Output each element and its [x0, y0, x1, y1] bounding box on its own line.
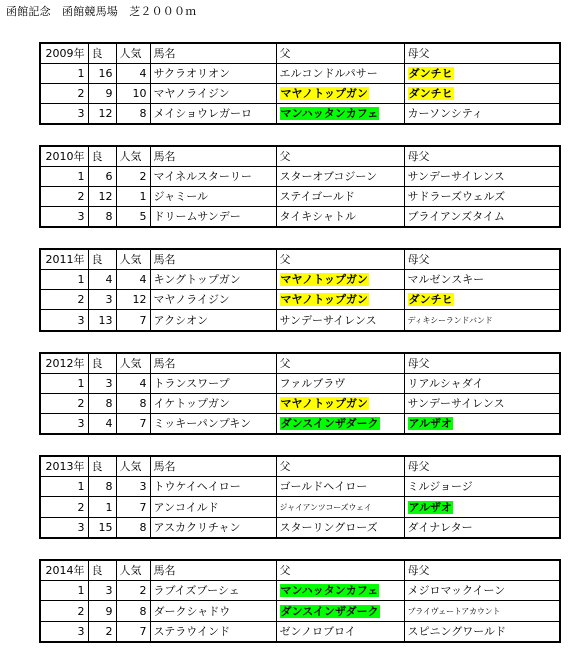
damsire-name-text: ブライアンズタイム: [407, 210, 505, 223]
table-row: [40, 310, 560, 332]
popularity: [116, 374, 150, 394]
horse-name-text: アスカクリチャン: [153, 521, 241, 534]
popularity: [116, 84, 150, 104]
horse-number: [88, 104, 116, 125]
damsire-name: [404, 518, 560, 539]
horse-name-text: ラブイズブーシェ: [153, 584, 240, 597]
header-damsire: 母父: [404, 560, 560, 581]
header-sire: 父: [276, 146, 404, 167]
damsire-name-text: ダイナレター: [407, 521, 473, 534]
finish-place-text: 2: [77, 500, 85, 514]
year-label: 2013年: [40, 456, 88, 477]
sire-name: [276, 374, 404, 394]
header-horse: 馬名: [150, 249, 276, 270]
finish-place-text: 1: [77, 67, 85, 80]
race-results-tables: [39, 42, 559, 663]
horse-number-text: 4: [105, 417, 113, 430]
finish-place: [40, 497, 88, 518]
popularity-text: 7: [139, 500, 147, 514]
popularity: [116, 581, 150, 601]
horse-number: [88, 270, 116, 290]
horse-number-text: 12: [98, 190, 113, 203]
horse-number: [88, 167, 116, 187]
damsire-name: [404, 477, 560, 497]
sire-name-text: エルコンドルパサー: [279, 67, 378, 80]
sire-name: [276, 601, 404, 622]
popularity-text: 12: [132, 293, 147, 306]
year-label: 2010年: [40, 146, 88, 167]
sire-name-text: マヤノトップガン: [280, 397, 368, 410]
year-label: 2014年: [40, 560, 88, 581]
damsire-name: [404, 270, 560, 290]
horse-number-text: 12: [98, 107, 113, 120]
sire-name-text: スターリングローズ: [279, 521, 378, 534]
header-rank: 良: [88, 249, 116, 270]
popularity-text: 10: [132, 87, 147, 100]
sire-name: [276, 207, 404, 228]
horse-name-text: マイネルスターリー: [153, 170, 252, 183]
popularity: [116, 64, 150, 84]
horse-name: [150, 581, 276, 601]
horse-number: [88, 477, 116, 497]
finish-place: [40, 64, 88, 84]
sire-name: [276, 518, 404, 539]
sire-name-text: サンデーサイレンス: [279, 313, 377, 327]
damsire-name-text: サドラーズウェルズ: [407, 190, 506, 203]
damsire-name-text: アルザオ: [408, 500, 452, 514]
popularity-text: 1: [139, 190, 147, 203]
horse-number-text: 4: [105, 273, 113, 286]
popularity: [116, 394, 150, 414]
table-row: [40, 84, 560, 104]
finish-place-text: 1: [77, 170, 85, 183]
year-label: 2009年: [40, 43, 88, 64]
damsire-name: [404, 64, 560, 84]
horse-name-text: サクラオリオン: [153, 67, 230, 80]
finish-place-text: 1: [77, 273, 85, 286]
header-rank: 良: [88, 353, 116, 374]
table-header-row: [40, 146, 560, 167]
finish-place-text: 3: [77, 313, 85, 327]
damsire-name-text: カーソンシティ: [407, 107, 483, 120]
finish-place-text: 2: [77, 293, 85, 306]
sire-name-text: ステイゴールド: [279, 190, 355, 203]
finish-place: [40, 601, 88, 622]
table-row: [40, 187, 560, 207]
horse-name: [150, 187, 276, 207]
popularity-text: 2: [139, 584, 147, 597]
horse-name-text: ステラウインド: [153, 625, 230, 638]
horse-name-text: キングトップガン: [153, 273, 241, 286]
finish-place: [40, 394, 88, 414]
finish-place: [40, 477, 88, 497]
finish-place: [40, 104, 88, 125]
horse-name-text: ミッキーパンプキン: [153, 417, 252, 430]
sire-name-text: マヤノトップガン: [280, 273, 368, 286]
horse-number: [88, 414, 116, 435]
horse-name: [150, 518, 276, 539]
horse-number-text: 16: [98, 67, 113, 80]
horse-number-text: 9: [105, 87, 113, 100]
horse-name: [150, 394, 276, 414]
table-header-row: [40, 43, 560, 64]
sire-name-text: マヤノトップガン: [280, 87, 368, 100]
horse-name: [150, 290, 276, 310]
header-popularity: 人気: [116, 249, 150, 270]
horse-name: [150, 167, 276, 187]
horse-number-text: 13: [98, 313, 113, 327]
horse-number: [88, 290, 116, 310]
horse-name: [150, 270, 276, 290]
header-rank: 良: [88, 43, 116, 64]
horse-number: [88, 374, 116, 394]
horse-name-text: トランスワープ: [153, 377, 230, 390]
popularity-text: 8: [139, 397, 147, 410]
horse-name: [150, 414, 276, 435]
damsire-name: [404, 187, 560, 207]
header-damsire: 母父: [404, 456, 560, 477]
horse-number: [88, 394, 116, 414]
popularity: [116, 207, 150, 228]
sire-name-text: スターオブコジーン: [279, 170, 378, 183]
sire-name-text: ゴールドヘイロー: [279, 480, 368, 493]
horse-number-text: 9: [105, 604, 113, 618]
header-horse: 馬名: [150, 560, 276, 581]
horse-name-text: トウケイヘイロー: [153, 480, 241, 493]
header-popularity: 人気: [116, 456, 150, 477]
header-horse: 馬名: [150, 146, 276, 167]
sire-name: [276, 394, 404, 414]
table-row: [40, 394, 560, 414]
header-rank: 良: [88, 146, 116, 167]
damsire-name: [404, 394, 560, 414]
popularity: [116, 290, 150, 310]
popularity-text: 8: [139, 107, 147, 120]
horse-name-text: ダークシャドウ: [153, 604, 231, 618]
popularity-text: 8: [139, 604, 147, 618]
header-horse: 馬名: [150, 353, 276, 374]
finish-place: [40, 414, 88, 435]
horse-name-text: メイショウレガーロ: [153, 107, 253, 120]
finish-place-text: 3: [77, 107, 85, 120]
year-label: 2012年: [40, 353, 88, 374]
header-popularity: 人気: [116, 353, 150, 374]
horse-name-text: アクシオン: [153, 313, 209, 327]
damsire-name-text: ダンチヒ: [408, 67, 453, 80]
damsire-name-text: メジロマックイーン: [407, 584, 506, 597]
sire-name: [276, 84, 404, 104]
year-table: [39, 559, 561, 643]
finish-place: [40, 290, 88, 310]
popularity: [116, 477, 150, 497]
year-label: 2011年: [40, 249, 88, 270]
table-header-row: [40, 560, 560, 581]
horse-number-text: 6: [105, 170, 113, 183]
table-row: [40, 581, 560, 601]
sire-name: [276, 414, 404, 435]
finish-place: [40, 310, 88, 332]
header-rank: 良: [88, 456, 116, 477]
horse-number-text: 8: [105, 480, 113, 493]
table-row: [40, 290, 560, 310]
popularity-text: 4: [139, 67, 147, 80]
horse-number-text: 2: [105, 625, 113, 638]
finish-place-text: 2: [77, 604, 85, 618]
finish-place-text: 3: [77, 210, 85, 223]
table-row: [40, 104, 560, 125]
horse-name-text: マヤノライジン: [153, 87, 230, 100]
horse-number-text: 3: [105, 584, 113, 597]
table-row: [40, 207, 560, 228]
year-table: [39, 42, 561, 125]
horse-name-text: ジャミール: [153, 190, 209, 203]
horse-number-text: 3: [105, 293, 113, 306]
damsire-name-text: アルザオ: [408, 417, 452, 430]
horse-name: [150, 64, 276, 84]
table-row: [40, 374, 560, 394]
damsire-name: [404, 374, 560, 394]
header-damsire: 母父: [404, 43, 560, 64]
horse-number: [88, 84, 116, 104]
sire-name: [276, 64, 404, 84]
damsire-name-text: マルゼンスキー: [407, 273, 485, 286]
header-sire: 父: [276, 560, 404, 581]
popularity: [116, 104, 150, 125]
horse-name: [150, 104, 276, 125]
finish-place-text: 2: [77, 87, 85, 100]
header-sire: 父: [276, 43, 404, 64]
sire-name: [276, 310, 404, 332]
damsire-name: [404, 497, 560, 518]
year-table: [39, 455, 561, 539]
table-row: [40, 167, 560, 187]
damsire-name-text: サンデーサイレンス: [407, 170, 505, 183]
table-row: [40, 477, 560, 497]
sire-name: [276, 270, 404, 290]
horse-number-text: 3: [105, 377, 113, 390]
damsire-name-text: ディキシーランドバンド: [407, 316, 493, 325]
horse-number-text: 8: [105, 397, 113, 410]
finish-place-text: 1: [77, 377, 85, 390]
sire-name-text: ゼンノロブロイ: [279, 625, 356, 638]
horse-name: [150, 207, 276, 228]
damsire-name-text: スピニングワールド: [407, 625, 507, 638]
popularity: [116, 310, 150, 332]
sire-name: [276, 477, 404, 497]
damsire-name: [404, 290, 560, 310]
header-popularity: 人気: [116, 560, 150, 581]
table-row: [40, 601, 560, 622]
horse-name: [150, 477, 276, 497]
year-table: [39, 145, 561, 228]
page-title: 函館記念 函館競馬場 芝２０００ｍ: [6, 5, 197, 18]
table-row: [40, 518, 560, 539]
header-sire: 父: [276, 353, 404, 374]
popularity: [116, 518, 150, 539]
header-popularity: 人気: [116, 146, 150, 167]
table-row: [40, 414, 560, 435]
horse-name: [150, 84, 276, 104]
popularity-text: 4: [139, 377, 147, 390]
finish-place-text: 3: [77, 521, 85, 534]
damsire-name-text: ブライヴェートアカウント: [407, 607, 501, 616]
popularity-text: 8: [139, 521, 147, 534]
header-horse: 馬名: [150, 456, 276, 477]
horse-number: [88, 601, 116, 622]
popularity-text: 7: [139, 313, 147, 327]
finish-place: [40, 581, 88, 601]
table-header-row: [40, 353, 560, 374]
table-header-row: [40, 249, 560, 270]
finish-place: [40, 207, 88, 228]
finish-place-text: 1: [77, 584, 85, 597]
sire-name: [276, 497, 404, 518]
sire-name-text: ファルブラヴ: [279, 377, 346, 390]
damsire-name: [404, 84, 560, 104]
horse-name: [150, 374, 276, 394]
horse-name: [150, 601, 276, 622]
damsire-name: [404, 581, 560, 601]
damsire-name: [404, 207, 560, 228]
popularity: [116, 414, 150, 435]
sire-name-text: マンハッタンカフェ: [280, 584, 379, 597]
horse-name-text: マヤノライジン: [153, 293, 230, 306]
popularity-text: 5: [139, 210, 147, 223]
damsire-name: [404, 601, 560, 622]
popularity: [116, 167, 150, 187]
horse-name-text: アンコイルド: [153, 500, 219, 514]
popularity-text: 2: [139, 170, 147, 183]
sire-name-text: ダンスインザダーク: [280, 417, 379, 430]
popularity-text: 7: [139, 417, 147, 430]
finish-place: [40, 374, 88, 394]
popularity-text: 4: [139, 273, 147, 286]
sire-name: [276, 104, 404, 125]
sire-name-text: マヤノトップガン: [280, 293, 368, 306]
damsire-name: [404, 310, 560, 332]
horse-name: [150, 310, 276, 332]
sire-name-text: ダンスインザダーク: [280, 604, 379, 618]
damsire-name: [404, 167, 560, 187]
header-sire: 父: [276, 249, 404, 270]
finish-place-text: 2: [77, 397, 85, 410]
horse-number: [88, 497, 116, 518]
damsire-name: [404, 414, 560, 435]
damsire-name-text: サンデーサイレンス: [407, 397, 505, 410]
header-damsire: 母父: [404, 146, 560, 167]
damsire-name: [404, 104, 560, 125]
horse-number-text: 1: [105, 500, 113, 514]
finish-place-text: 3: [77, 417, 85, 430]
finish-place: [40, 518, 88, 539]
horse-name-text: ドリームサンデー: [153, 210, 241, 223]
finish-place: [40, 187, 88, 207]
popularity: [116, 187, 150, 207]
sire-name: [276, 290, 404, 310]
finish-place-text: 1: [77, 480, 85, 493]
sire-name: [276, 167, 404, 187]
damsire-name-text: ダンチヒ: [408, 87, 453, 100]
popularity: [116, 497, 150, 518]
header-damsire: 母父: [404, 353, 560, 374]
finish-place: [40, 167, 88, 187]
horse-name: [150, 497, 276, 518]
damsire-name-text: ミルジョージ: [407, 480, 473, 493]
header-rank: 良: [88, 560, 116, 581]
table-row: [40, 270, 560, 290]
horse-number: [88, 64, 116, 84]
finish-place-text: 3: [77, 625, 85, 638]
table-header-row: [40, 456, 560, 477]
popularity-text: 3: [139, 480, 147, 493]
sire-name-text: ジャイアンツコーズウェイ: [279, 503, 372, 512]
horse-number: [88, 207, 116, 228]
sire-name-text: マンハッタンカフェ: [280, 107, 379, 120]
year-table: [39, 352, 561, 435]
horse-number-text: 8: [105, 210, 113, 223]
popularity: [116, 270, 150, 290]
sire-name: [276, 187, 404, 207]
horse-number: [88, 518, 116, 539]
finish-place: [40, 84, 88, 104]
header-sire: 父: [276, 456, 404, 477]
horse-number: [88, 581, 116, 601]
damsire-name-text: ダンチヒ: [408, 293, 453, 306]
horse-number-text: 15: [98, 521, 113, 534]
finish-place: [40, 270, 88, 290]
header-damsire: 母父: [404, 249, 560, 270]
table-row: [40, 497, 560, 518]
popularity-text: 7: [139, 625, 147, 638]
damsire-name-text: リアルシャダイ: [407, 377, 484, 390]
header-horse: 馬名: [150, 43, 276, 64]
sire-name: [276, 581, 404, 601]
table-row: [40, 64, 560, 84]
sire-name-text: タイキシャトル: [279, 210, 356, 223]
horse-name-text: イケトップガン: [153, 397, 230, 410]
popularity: [116, 601, 150, 622]
finish-place-text: 2: [77, 190, 85, 203]
header-popularity: 人気: [116, 43, 150, 64]
year-table: [39, 248, 561, 332]
horse-number: [88, 187, 116, 207]
horse-number: [88, 310, 116, 332]
